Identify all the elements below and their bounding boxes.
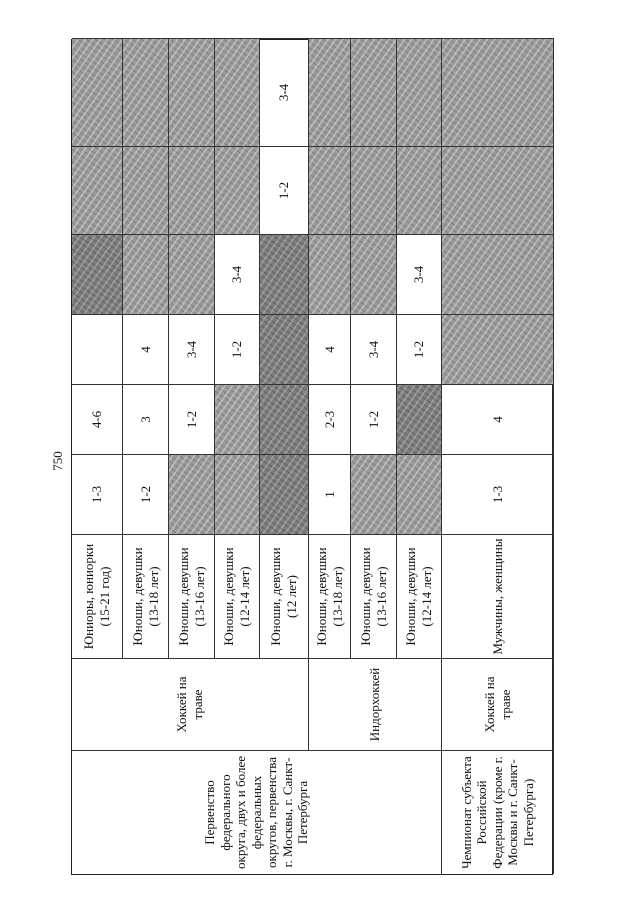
place-cell xyxy=(123,146,169,234)
place-cell: 3 xyxy=(123,384,169,454)
sports-rank-table xyxy=(71,39,553,875)
page-number: 750 xyxy=(50,451,65,471)
category-cell: Юноши, девушки (12 лет) xyxy=(260,534,309,658)
category-cell: Мужчины, женщины xyxy=(442,534,554,658)
place-cell xyxy=(397,38,442,146)
place-cell: 4 xyxy=(309,314,351,384)
place-cell: 1-2 xyxy=(397,314,442,384)
category-cell: Юноши, девушки (13-16 лет) xyxy=(169,534,215,658)
place-cell: 3-4 xyxy=(215,234,260,314)
place-cell: 1-2 xyxy=(351,384,397,454)
place-cell xyxy=(260,314,309,384)
discipline-cell: Хоккей на траве xyxy=(72,658,309,750)
category-cell: Юноши, девушки (13-18 лет) xyxy=(309,534,351,658)
place-cell xyxy=(309,146,351,234)
category-cell: Юноши, девушки (12-14 лет) xyxy=(397,534,442,658)
event-cell: Первенство федерального округа, двух и более федеральных округов, первенства г. Москвы, г. Санкт-Петербурга xyxy=(72,750,442,874)
place-cell: 4-6 xyxy=(72,384,123,454)
place-cell xyxy=(215,454,260,534)
place-cell xyxy=(397,384,442,454)
place-cell xyxy=(260,454,309,534)
category-cell: Юноши, девушки (12-14 лет) xyxy=(215,534,260,658)
category-cell: Юноши, девушки (13-18 лет) xyxy=(123,534,169,658)
place-cell: 3-4 xyxy=(169,314,215,384)
place-cell xyxy=(123,38,169,146)
place-cell: 1-3 xyxy=(72,454,123,534)
place-cell: 2-3 xyxy=(309,384,351,454)
place-cell xyxy=(442,38,554,146)
place-cell xyxy=(169,454,215,534)
place-cell: 3-4 xyxy=(351,314,397,384)
place-cell xyxy=(442,234,554,314)
place-cell xyxy=(72,146,123,234)
place-cell: 3-4 xyxy=(260,38,309,146)
place-cell: 1-2 xyxy=(215,314,260,384)
place-cell xyxy=(72,314,123,384)
category-cell: Юноши, девушки (13-16 лет) xyxy=(351,534,397,658)
category-cell: Юниоры, юниорки (15-21 год) xyxy=(72,534,123,658)
place-cell: 1-2 xyxy=(123,454,169,534)
place-cell: 3-4 xyxy=(397,234,442,314)
place-cell xyxy=(215,38,260,146)
place-cell xyxy=(215,146,260,234)
place-cell xyxy=(215,384,260,454)
place-cell xyxy=(442,146,554,234)
discipline-cell: Индорхоккей xyxy=(309,658,442,750)
place-cell xyxy=(309,234,351,314)
place-cell xyxy=(309,38,351,146)
place-cell xyxy=(169,146,215,234)
place-cell xyxy=(72,234,123,314)
place-cell xyxy=(397,454,442,534)
event-cell: Чемпионат субъекта Российской Федерации (кроме г. Москвы и г. Санкт-Петербурга) xyxy=(442,750,554,874)
place-cell xyxy=(260,384,309,454)
place-cell xyxy=(351,38,397,146)
place-cell: 4 xyxy=(123,314,169,384)
place-cell xyxy=(169,38,215,146)
discipline-cell: Хоккей на траве xyxy=(442,658,554,750)
place-cell: 4 xyxy=(442,384,554,454)
place-cell xyxy=(397,146,442,234)
place-cell xyxy=(260,234,309,314)
place-cell: 1-2 xyxy=(169,384,215,454)
place-cell xyxy=(351,234,397,314)
place-cell xyxy=(442,314,554,384)
place-cell: 1-2 xyxy=(260,146,309,234)
place-cell: 1 xyxy=(309,454,351,534)
place-cell: 1-3 xyxy=(442,454,554,534)
place-cell xyxy=(351,454,397,534)
place-cell xyxy=(169,234,215,314)
place-cell xyxy=(351,146,397,234)
place-cell xyxy=(123,234,169,314)
place-cell xyxy=(72,38,123,146)
